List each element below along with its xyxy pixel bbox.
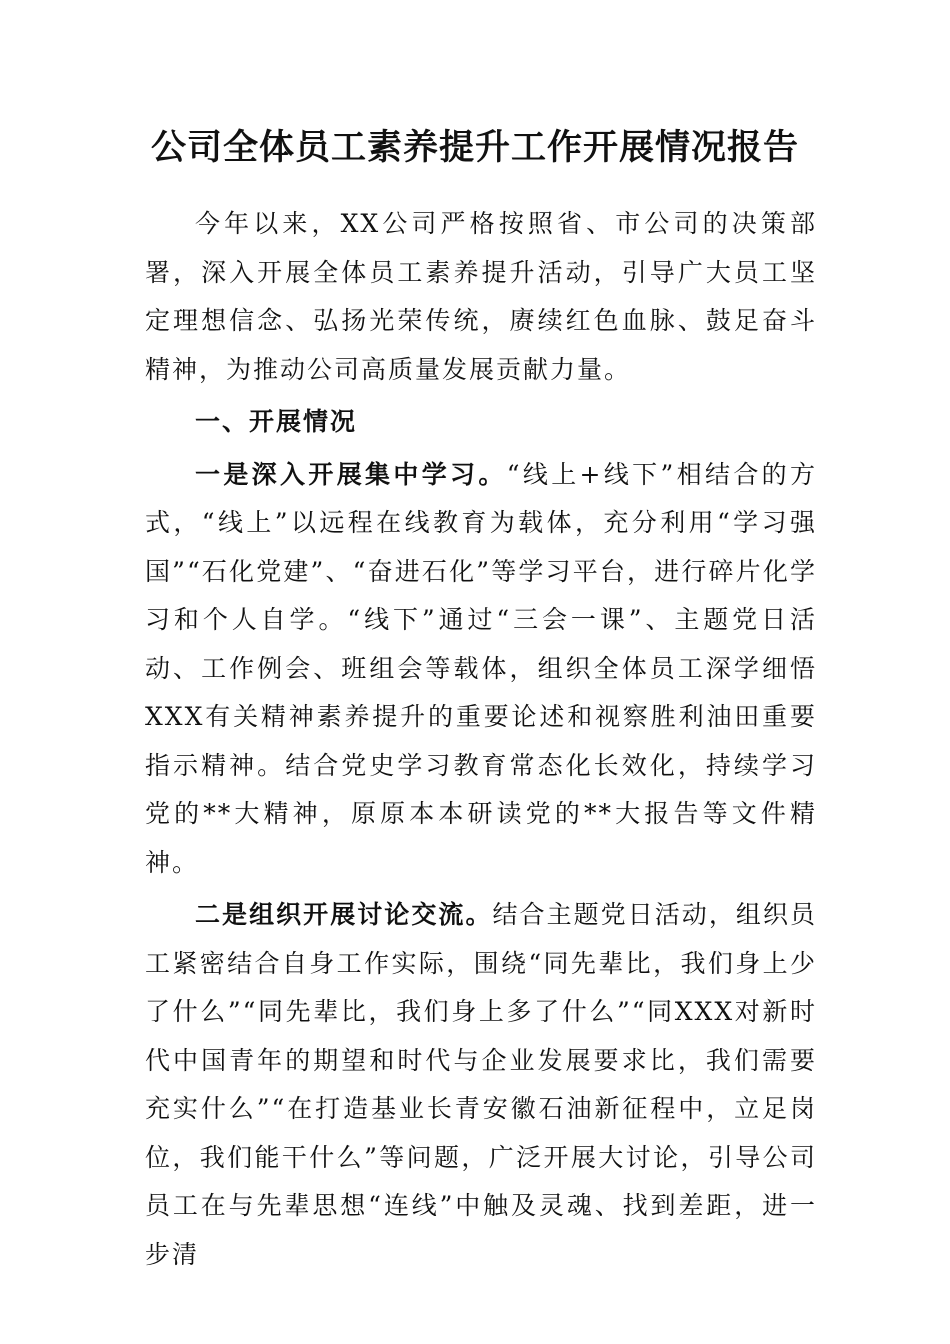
item-1-paragraph [145, 451, 817, 888]
document-body [145, 200, 817, 1279]
item-2-paragraph [145, 891, 817, 1279]
section-heading: 一、开展情况 [195, 407, 358, 436]
intro-paragraph: 今年以来，XX公司严格按照省、市公司的决策部署，深入开展全体员工素养提升活动，引导广大员工坚定理想信念、弘扬光荣传统，赓续红色血脉、鼓足奋斗精神，为推动公司高质量发展贡献力量。 [145, 209, 817, 384]
item-2-lead: 二是组织开展讨论交流。 [195, 900, 493, 929]
item-1-text: “线上+线下”相结合的方式，“线上”以远程在线教育为载体，充分利用“学习强国”“石化党建”、“奋进石化”等学习平台，进行碎片化学习和个人自学。“线下”通过“三会一课”、主题党日活动、工作例会、班组会等载体，组织全体员工深学细悟XXX有关精神素养提升的重要论述和视察胜利油田重要指示精神。结合党史学习教育常态化长效化，持续学习党的**大精神，原原本本研读党的**大报告等文件精神。 [145, 459, 817, 877]
item-1-lead: 一是深入开展集中学习。 [195, 459, 507, 489]
document-title: 公司全体员工素养提升工作开展情况报告 [150, 127, 799, 168]
item-2-text: 结合主题党日活动，组织员工紧密结合自身工作实际，围绕“同先辈比，我们身上少了什么”“同先辈比，我们身上多了什么”“同XXX对新时代中国青年的期望和时代与企业发展要求比，我们需要充实什么”“在打造基业长青安徽石油新征程中，立足岗位，我们能干什么”等问题，广泛开展大讨论，引导公司员工在与先辈思想“连线”中触及灵魂、找到差距，进一步清 [145, 900, 817, 1269]
